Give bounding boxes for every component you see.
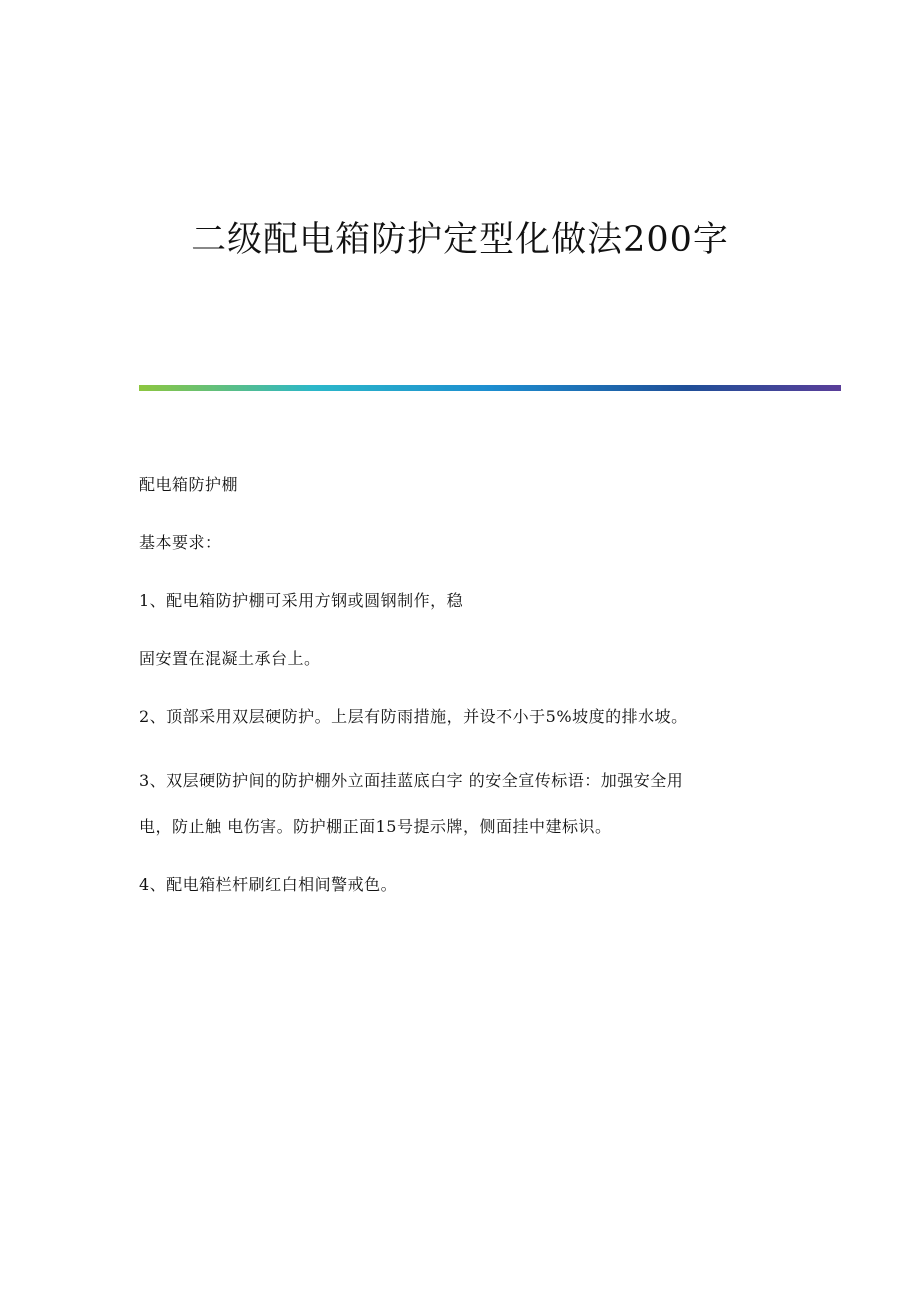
- paragraph-3-line-1: 3、双层硬防护间的防护棚外立面挂蓝底白字 的安全宣传标语：加强安全用: [139, 771, 684, 790]
- section-heading: 配电箱防护棚: [139, 475, 239, 494]
- paragraph-1-line-2: 固安置在混凝土承台上。: [139, 649, 321, 668]
- paragraph-2: 2、顶部采用双层硬防护。上层有防雨措施，并设不小于5%坡度的排水坡。: [139, 707, 688, 726]
- page-title: 二级配电箱防护定型化做法200字: [191, 220, 729, 260]
- document-body: [139, 470, 779, 899]
- paragraph-1-line-1: 1、配电箱防护棚可采用方钢或圆钢制作，稳: [139, 591, 464, 610]
- paragraph-4: 4、配电箱栏杆刷红白相间警戒色。: [139, 875, 398, 894]
- title-divider: [139, 385, 841, 391]
- paragraph-3-line-2: 电，防止触 电伤害。防护棚正面15号提示牌，侧面挂中建标识。: [139, 817, 612, 836]
- requirements-heading: 基本要求：: [139, 533, 222, 552]
